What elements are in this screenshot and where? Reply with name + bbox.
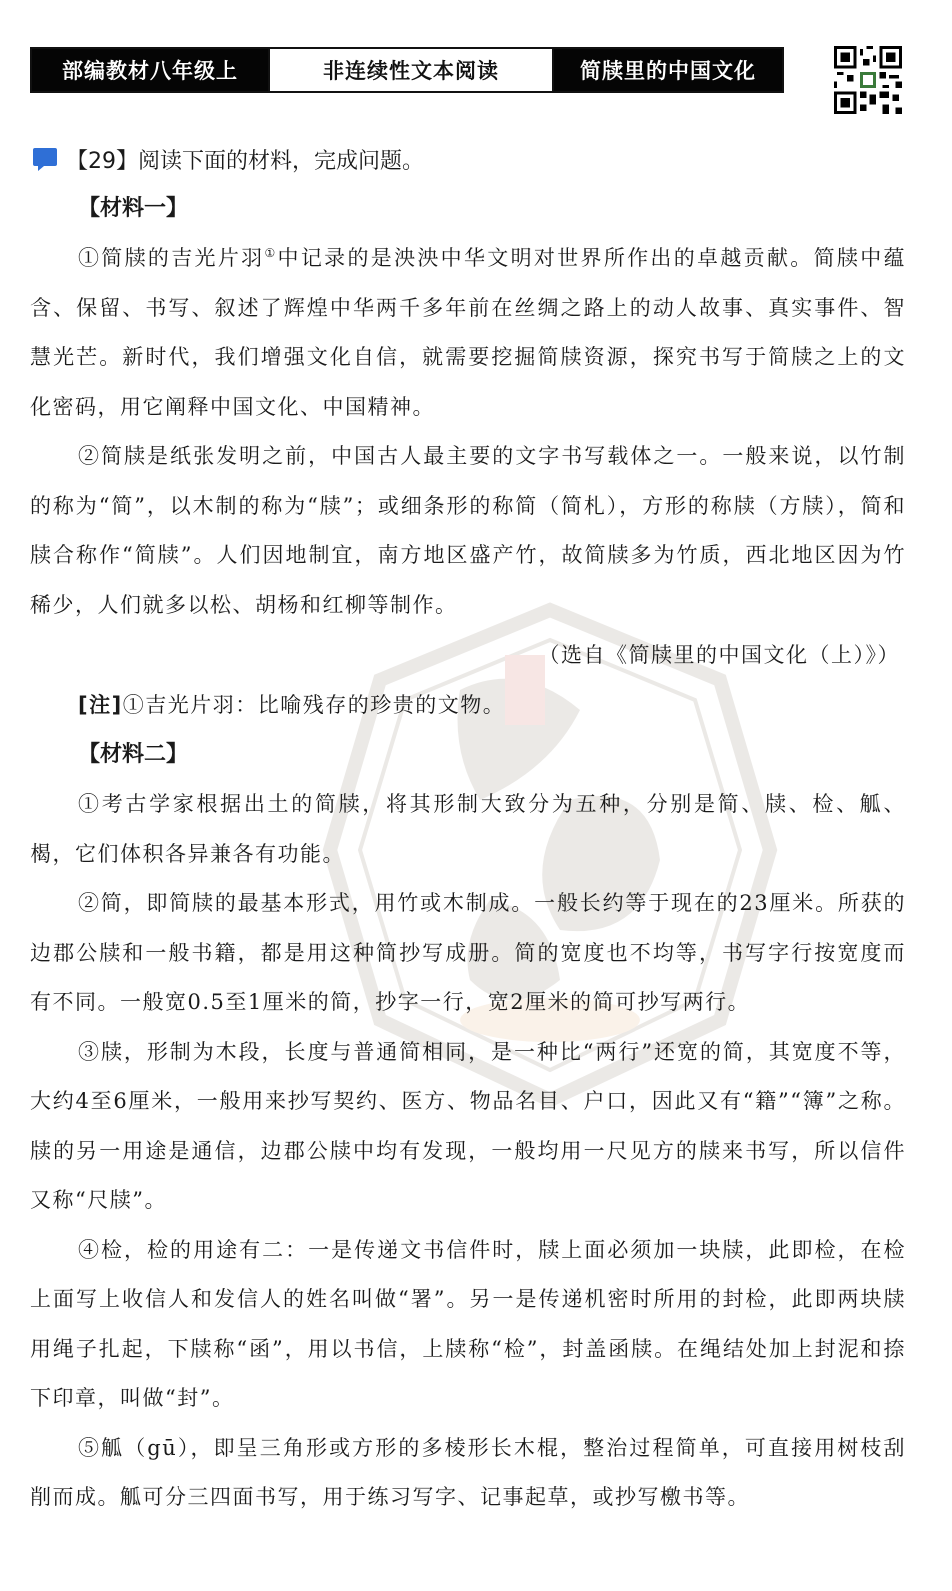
material1-note <box>30 680 906 730</box>
note-text: ①吉光片羽：比喻残存的珍贵的文物。 <box>122 693 506 717</box>
header-bar <box>30 47 784 93</box>
qr-code-icon <box>834 46 902 114</box>
question-prompt: 阅读下面的材料，完成问题。 <box>138 148 425 174</box>
material1-heading: 【材料一】 <box>78 196 189 221</box>
material2-heading: 【材料二】 <box>78 742 189 767</box>
header-topic: 非连续性文本阅读 <box>268 49 554 91</box>
note-label: [注] <box>78 693 123 717</box>
question-number: 【29】 <box>66 148 138 174</box>
material1-paragraph-2: ②简牍是纸张发明之前，中国古人最主要的文字书写载体之一。一般来说，以竹制的称为“简”，以木制的称为“牍”；或细条形的称简（简札），方形的称牍（方牍），简和牍合称作“简牍”。人们因地制宜，南方地区盛产竹，故简牍多为竹质，西北地区因为竹稀少，人们就多以松、胡杨和红柳等制作。 <box>30 444 906 617</box>
material2-paragraph-1: ①考古学家根据出土的简牍，将其形制大致分为五种，分别是简、牍、检、觚、楬，它们体积各异兼各有功能。 <box>30 792 906 866</box>
footnote-marker: ① <box>264 246 278 260</box>
content <box>30 134 906 1523</box>
header-title: 简牍里的中国文化 <box>554 49 782 91</box>
material1-p1-start: ①简牍的吉光片羽 <box>78 246 265 270</box>
material1-p1-rest: 中记录的是泱泱中华文明对世界所作出的卓越贡献。简牍中蕴含、保留、书写、叙述了辉煌中华两千多年前在丝绸之路上的动人故事、真实事件、智慧光芒。新时代，我们增强文化自信，就需要挖掘简牍资源，探究书写于简牍之上的文化密码，用它阐释中国文化、中国精神。 <box>30 246 907 419</box>
material2-paragraph-3: ③牍，形制为木段，长度与普通简相同，是一种比“两行”还宽的简，其宽度不等，大约4至6厘米，一般用来抄写契约、医方、物品名目、户口，因此又有“籍”“簿”之称。牍的另一用途是通信，边郡公牍中均有发现，一般均用一尺见方的牍来书写，所以信件又称“尺牍”。 <box>30 1039 906 1212</box>
header-grade: 部编教材八年级上 <box>32 49 268 91</box>
speech-bubble-icon <box>32 146 58 172</box>
material2-paragraph-2: ②简，即简牍的最基本形式，用竹或木制成。一般长约等于现在的23厘米。所获的边郡公牍和一般书籍，都是用这种简抄写成册。简的宽度也不均等，书写字行按宽度而有不同。一般宽0.5至1厘米的简，抄字一行，宽2厘米的简可抄写两行。 <box>30 891 906 1014</box>
material2-paragraph-5: ⑤觚（gū），即呈三角形或方形的多棱形长木棍，整治过程简单，可直接用树枝刮削而成。觚可分三四面书写，用于练习写字、记事起草，或抄写檄书等。 <box>30 1435 906 1509</box>
material1-paragraph-1 <box>30 234 906 432</box>
material1-source: （选自《简牍里的中国文化（上）》） <box>538 643 900 667</box>
material2-paragraph-4: ④检，检的用途有二：一是传递文书信件时，牍上面必须加一块牍，此即检，在检上面写上收信人和发信人的姓名叫做“署”。另一是传递机密时所用的封检，此即两块牍用绳子扎起，下牍称“函”，用以书信，上牍称“检”，封盖函牍。在绳结处加上封泥和捺下印章，叫做“封”。 <box>30 1237 906 1410</box>
question-line <box>30 134 906 184</box>
